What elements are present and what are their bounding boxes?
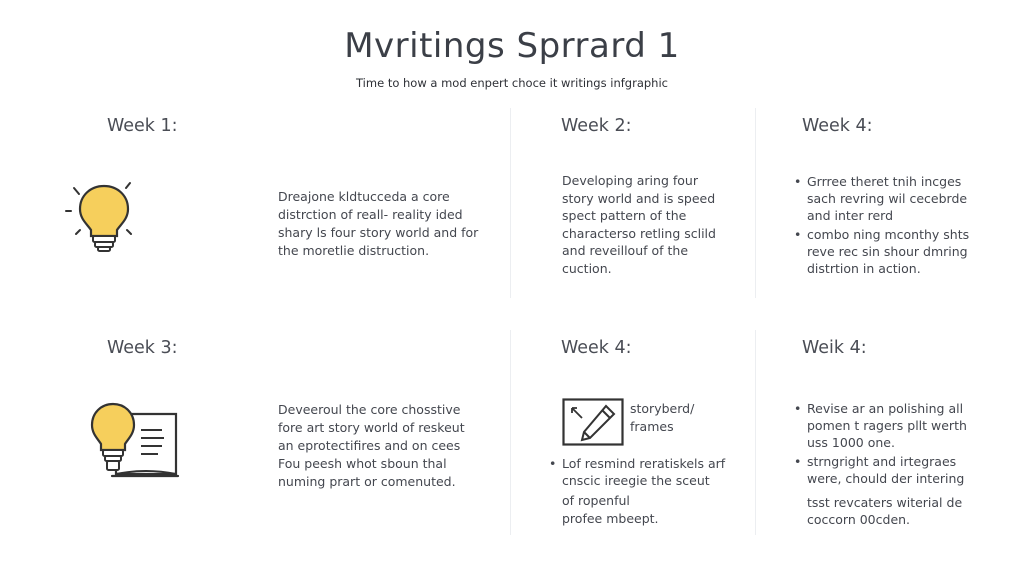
column-divider [510, 108, 511, 298]
week4-top-bullets [794, 173, 969, 279]
week4-middle-bullets [549, 455, 725, 491]
week2-description: Developing aring four story world and is speed spect pattern of the characterso retling sclild and reveillouf of the cuction. [562, 173, 716, 276]
week3-heading: Week 3: [107, 338, 178, 358]
week4-right-bullets [794, 400, 967, 489]
list-item: • strngright and irtegraes were, chould der intering [794, 453, 967, 487]
page-subtitle: Time to how a mod enpert choce it writings infgraphic [356, 76, 668, 90]
list-item: • Grrree theret tnih incges sach revring wil cecebrde and inter rerd [794, 173, 969, 224]
week2-heading: Week 2: [561, 116, 632, 136]
week1-description: Dreajone kldtucceda a core distrction of reall- reality ided shary ls four story world and for the moretlie distruction. [278, 189, 479, 258]
storyboard-label: storyberd/ frames [630, 401, 695, 434]
week3-description: Deveeroul the core chosstive fore art story world of reskeut an eprotectifires and on cees Fou peesh whot sboun thal numing prart or comenuted. [278, 402, 465, 489]
week4-heading-middle: Week 4: [561, 338, 632, 358]
column-divider [755, 330, 756, 535]
week4-middle-tail: of ropenful profee mbeept. [562, 493, 659, 526]
column-divider [510, 330, 511, 535]
storyboard-pencil-icon [562, 398, 624, 446]
week4-heading-top: Week 4: [802, 116, 873, 136]
week4-heading-right: Weik 4: [802, 338, 867, 358]
list-item: • Revise ar an polishing all pomen t ragers pllt werth uss 1000 one. [794, 400, 967, 451]
list-item: • combo ning mconthy shts reve rec sin shour dmring distrtion in action. [794, 226, 969, 277]
column-divider [755, 108, 756, 298]
lightbulb-book-icon [86, 400, 182, 482]
lightbulb-icon [62, 178, 142, 258]
list-item: • Lof resmind reratiskels arf cnscic ireegie the sceut [549, 455, 725, 489]
week4-right-tail: tsst revcaters witerial de coccorn 00cden. [807, 495, 963, 527]
week1-heading: Week 1: [107, 116, 178, 136]
page-title: Mvritings Sprrard 1 [344, 26, 680, 66]
